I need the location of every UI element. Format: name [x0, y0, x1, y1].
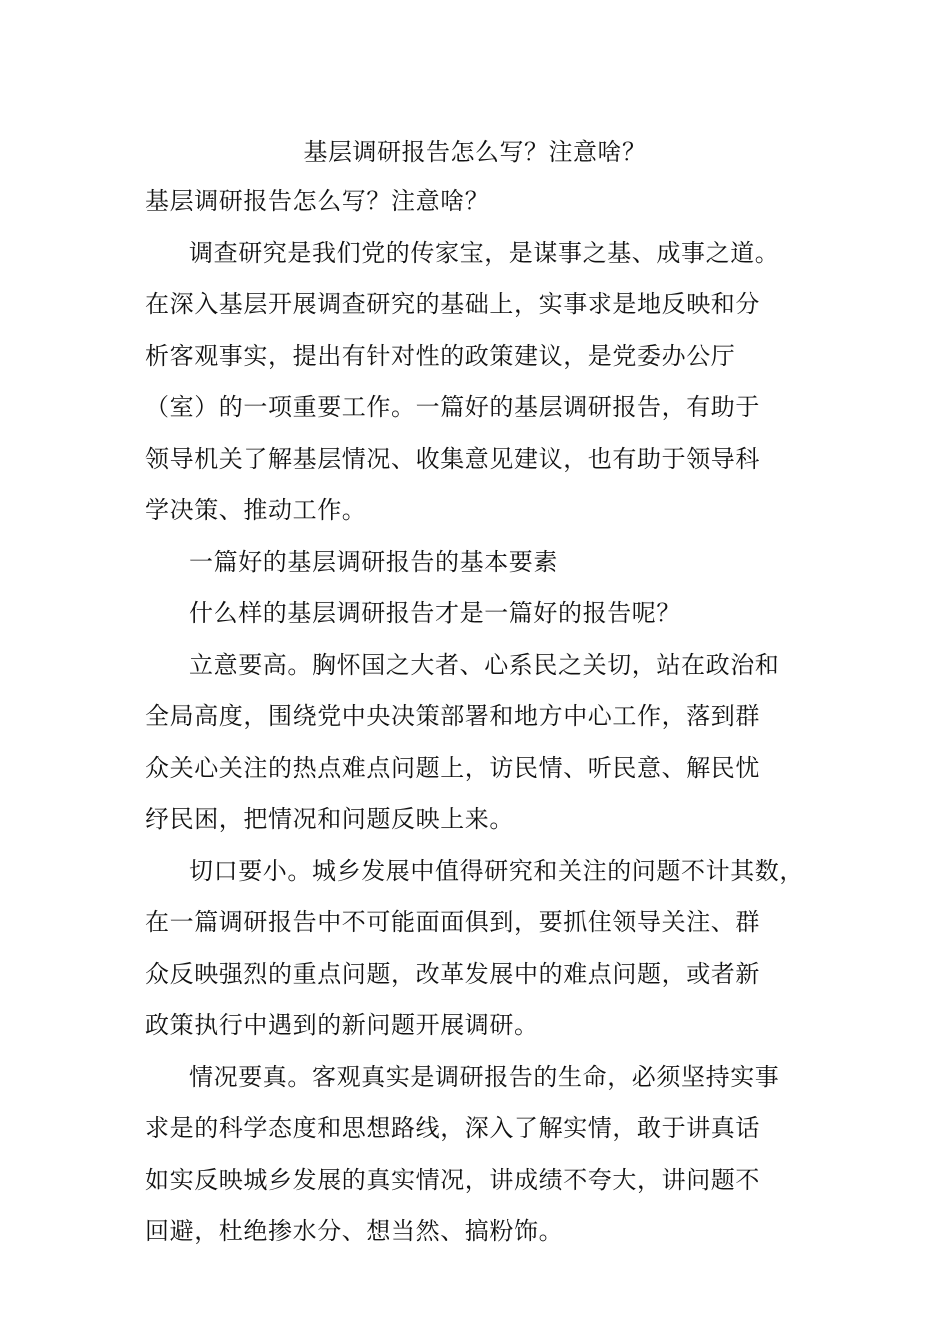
- document-body: [145, 182, 810, 1264]
- document-title: 基层调研报告怎么写？注意啥？: [303, 138, 647, 166]
- paragraph-line: 回避，杜绝掺水分、想当然、搞粉饰。: [145, 1217, 564, 1245]
- paragraph-line: 纾民困，把情况和问题反映上来。: [145, 805, 514, 833]
- paragraph-line: 什么样的基层调研报告才是一篇好的报告呢？: [189, 599, 681, 627]
- paragraph-line: 众关心关注的热点难点问题上，访民情、听民意、解民忧: [145, 753, 760, 782]
- paragraph-line: 调查研究是我们党的传家宝，是谋事之基、成事之道。: [189, 238, 780, 267]
- paragraph-line: 在深入基层开展调查研究的基础上，实事求是地反映和分: [145, 290, 760, 318]
- paragraph-line: 立意要高。胸怀国之大者、心系民之关切，站在政治和: [189, 650, 780, 679]
- paragraph-line: 切口要小。城乡发展中值得研究和关注的问题不计其数，: [189, 856, 804, 885]
- paragraph-line: （室）的一项重要工作。一篇好的基层调研报告，有助于: [145, 393, 760, 421]
- paragraph-line: 情况要真。客观真实是调研报告的生命，必须坚持实事: [189, 1062, 780, 1091]
- paragraph-line: 学决策、推动工作。: [145, 496, 367, 524]
- paragraph-line: 在一篇调研报告中不可能面面俱到，要抓住领导关注、群: [145, 908, 760, 936]
- paragraph-line: 析客观事实，提出有针对性的政策建议，是党委办公厅: [145, 341, 736, 370]
- paragraph-line: 政策执行中遇到的新问题开展调研。: [145, 1011, 539, 1039]
- paragraph-line: 求是的科学态度和思想路线，深入了解实情，敢于讲真话: [145, 1114, 760, 1142]
- subtitle-line: 基层调研报告怎么写？注意啥？: [145, 187, 490, 215]
- paragraph-line: 全局高度，围绕党中央决策部署和地方中心工作，落到群: [145, 702, 760, 730]
- paragraph-line: 领导机关了解基层情况、收集意见建议，也有助于领导科: [145, 444, 760, 473]
- section-heading: 一篇好的基层调研报告的基本要素: [189, 547, 558, 576]
- paragraph-line: 如实反映城乡发展的真实情况，讲成绩不夸大，讲问题不: [145, 1165, 760, 1194]
- paragraph-line: 众反映强烈的重点问题，改革发展中的难点问题，或者新: [145, 959, 760, 988]
